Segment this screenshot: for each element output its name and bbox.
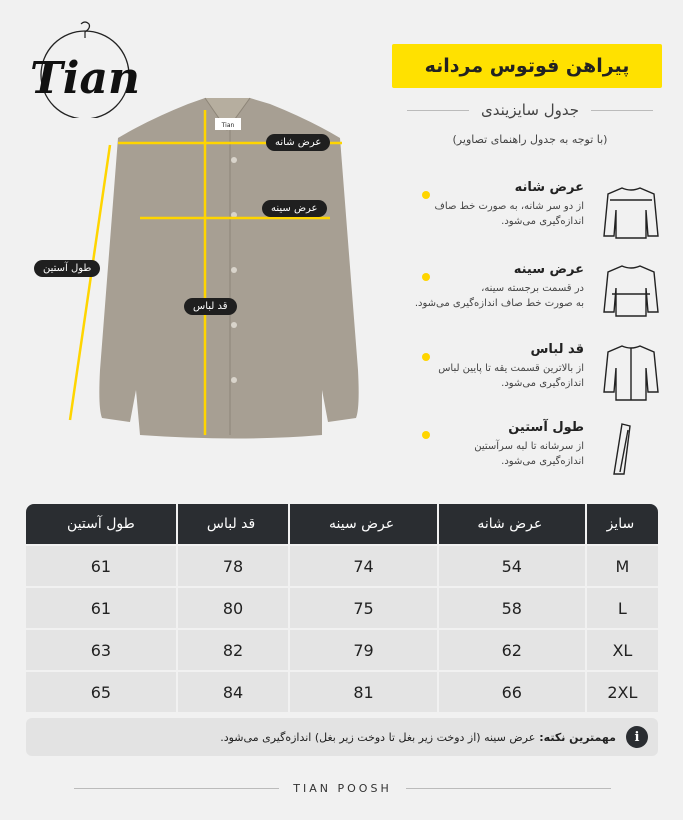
- guide-title: عرض سینه: [513, 262, 584, 277]
- bullet-dot: [422, 353, 430, 361]
- guide-desc: در قسمت برجسته سینه، به صورت خط صاف اندازه‌گیری می‌شود.: [414, 283, 584, 309]
- footer: [60, 782, 625, 795]
- divider: [74, 788, 279, 789]
- table-header-row: [26, 504, 658, 544]
- sleeve-measure-icon: [600, 420, 662, 482]
- size-table: [26, 504, 658, 712]
- bullet-dot: [422, 431, 430, 439]
- guide-title: طول آستین: [508, 420, 584, 435]
- guide-title: قد لباس: [530, 342, 584, 357]
- table-header: عرض شانه: [437, 504, 585, 544]
- divider: [407, 110, 469, 111]
- table-cell: 58: [437, 586, 585, 628]
- table-cell: XL: [585, 628, 658, 670]
- important-note: [26, 718, 658, 756]
- table-cell: 74: [288, 544, 437, 586]
- guide-text: [390, 342, 584, 391]
- table-row: [26, 628, 658, 670]
- table-cell: 75: [288, 586, 437, 628]
- table-row: [26, 586, 658, 628]
- table-cell: 79: [288, 628, 437, 670]
- table-cell: L: [585, 586, 658, 628]
- table-cell: 66: [437, 670, 585, 712]
- svg-text:Tian: Tian: [221, 122, 235, 129]
- title-text: پیراهن فوتوس مردانه: [424, 55, 630, 77]
- footer-brand: TIAN POOSH: [293, 782, 392, 795]
- shirt-illustration: [60, 90, 395, 450]
- callout-shoulder: عرض شانه: [266, 134, 330, 151]
- page-title: [392, 44, 662, 88]
- shoulder-measure-icon: [600, 180, 662, 242]
- table-header: قد لباس: [176, 504, 288, 544]
- table-cell: 62: [437, 628, 585, 670]
- guide-text: [390, 262, 584, 311]
- table-cell: 82: [176, 628, 288, 670]
- table-cell: 84: [176, 670, 288, 712]
- table-cell: 81: [288, 670, 437, 712]
- note-text: عرض سینه (از دوخت زیر بغل تا دوخت زیر بغل) اندازه‌گیری می‌شود.: [220, 730, 536, 744]
- table-cell: 65: [26, 670, 176, 712]
- table-cell: 61: [26, 544, 176, 586]
- table-row: [26, 544, 658, 586]
- guide-title: عرض شانه: [514, 180, 584, 195]
- table-cell: M: [585, 544, 658, 586]
- divider: [591, 110, 653, 111]
- chest-measure-icon: [600, 262, 662, 324]
- table-header: طول آستین: [26, 504, 176, 544]
- guide-desc: از دو سر شانه، به صورت خط صاف اندازه‌گیری می‌شود.: [434, 201, 584, 227]
- table-cell: 80: [176, 586, 288, 628]
- callout-chest: عرض سینه: [262, 200, 327, 217]
- table-cell: 54: [437, 544, 585, 586]
- divider: [406, 788, 611, 789]
- table-row: [26, 670, 658, 712]
- note-label: مهمترین نکته:: [539, 730, 616, 744]
- guide-desc: از سرشانه تا لبه سرآستین اندازه‌گیری می‌شود.: [474, 441, 584, 467]
- table-header: سایز: [585, 504, 658, 544]
- table-cell: 61: [26, 586, 176, 628]
- subtitle-row: [395, 100, 665, 120]
- header-note: (با توجه به جدول راهنمای تصاویر): [452, 133, 608, 146]
- bullet-dot: [422, 191, 430, 199]
- subtitle: جدول سایزیندی: [481, 101, 579, 119]
- guide-text: [390, 420, 584, 469]
- table-cell: 78: [176, 544, 288, 586]
- length-measure-icon: [600, 342, 662, 404]
- guide-text: [390, 180, 584, 229]
- guide-desc: از بالاترین قسمت یقه تا پایین لباس اندازه‌گیری می‌شود.: [438, 363, 584, 389]
- table-cell: 63: [26, 628, 176, 670]
- table-cell: 2XL: [585, 670, 658, 712]
- callout-length: قد لباس: [184, 298, 237, 315]
- callout-sleeve: طول آستین: [34, 260, 100, 277]
- table-header: عرض سینه: [288, 504, 437, 544]
- bullet-dot: [422, 273, 430, 281]
- svg-text:Tian: Tian: [30, 53, 140, 104]
- info-icon: i: [626, 726, 648, 748]
